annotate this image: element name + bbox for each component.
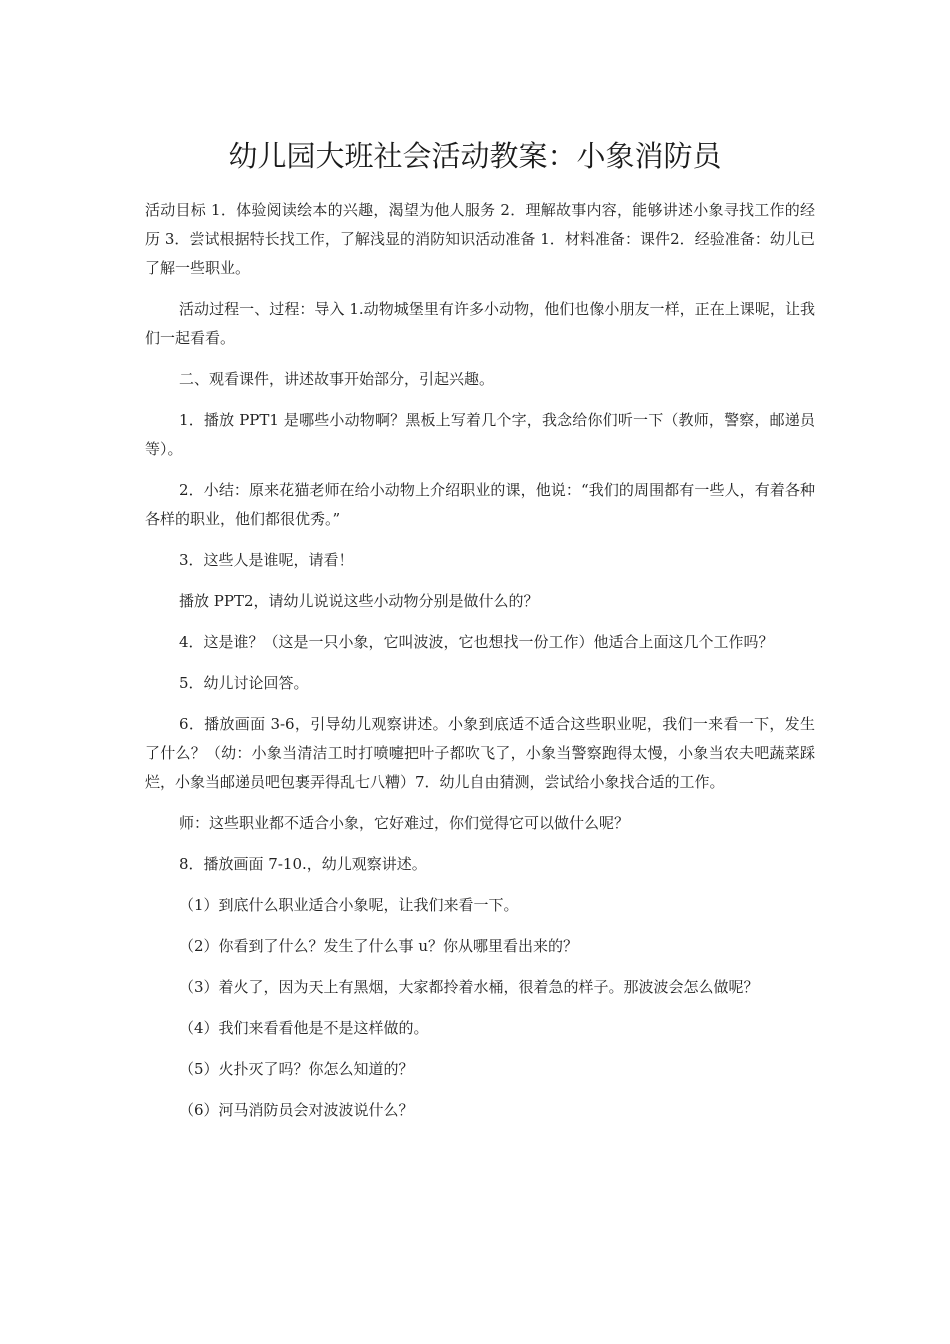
paragraph-activity-goals: 活动目标 1．体验阅读绘本的兴趣，渴望为他人服务 2．理解故事内容，能够讲述小象寻找工作的经历 3．尝试根据特长找工作，了解浅显的消防知识活动准备 1．材料准备：课件2．经验准备：幼儿已了解一些职业。 xyxy=(145,201,815,277)
paragraph-sub-5: （5）火扑灭了吗？你怎么知道的？ xyxy=(179,1060,414,1078)
paragraph-activity-process: 活动过程一、过程：导入 1.动物城堡里有许多小动物，他们也像小朋友一样，正在上课呢，让我们一起看看。 xyxy=(145,300,815,347)
paragraph-section-two: 二、观看课件，讲述故事开始部分，引起兴趣。 xyxy=(179,370,495,388)
paragraph-sub-2: （2）你看到了什么？发生了什么事 u？你从哪里看出来的？ xyxy=(179,937,578,955)
paragraph-step-6: 6．播放画面 3-6，引导幼儿观察讲述。小象到底适不适合这些职业呢，我们一来看一下，发生了什么？（幼：小象当清洁工时打喷嚏把叶子都吹飞了，小象当警察跑得太慢，小象当农夫吧蔬菜踩烂，小象当邮递员吧包裹弄得乱七八糟）7．幼儿自由猜测，尝试给小象找合适的工作。 xyxy=(145,715,815,791)
paragraph-sub-3: （3）着火了，因为天上有黑烟，大家都拎着水桶，很着急的样子。那波波会怎么做呢？ xyxy=(179,978,759,996)
paragraph-sub-6: （6）河马消防员会对波波说什么？ xyxy=(179,1101,414,1119)
paragraph-step-1: 1．播放 PPT1 是哪些小动物啊？黑板上写着几个字，我念给你们听一下（教师，警察，邮递员等）。 xyxy=(145,411,815,458)
paragraph-step-8: 8．播放画面 7-10.，幼儿观察讲述。 xyxy=(179,855,427,873)
paragraph-sub-4: （4）我们来看看他是不是这样做的。 xyxy=(179,1019,429,1037)
paragraph-teacher: 师：这些职业都不适合小象，它好难过，你们觉得它可以做什么呢？ xyxy=(179,814,630,832)
paragraph-step-5: 5．幼儿讨论回答。 xyxy=(179,674,309,692)
paragraph-step-4: 4．这是谁？（这是一只小象，它叫波波，它也想找一份工作）他适合上面这几个工作吗？ xyxy=(179,633,774,651)
paragraph-sub-1: （1）到底什么职业适合小象呢，让我们来看一下。 xyxy=(179,896,519,914)
paragraph-step-2: 2．小结：原来花猫老师在给小动物上介绍职业的课，他说：“我们的周围都有一些人，有着各种各样的职业，他们都很优秀。” xyxy=(145,481,815,528)
paragraph-ppt2: 播放 PPT2，请幼儿说说这些小动物分别是做什么的？ xyxy=(179,592,539,610)
paragraph-step-3: 3．这些人是谁呢，请看！ xyxy=(179,551,354,569)
document-title: 幼儿园大班社会活动教案：小象消防员 xyxy=(228,139,722,173)
document-body xyxy=(145,196,815,1137)
